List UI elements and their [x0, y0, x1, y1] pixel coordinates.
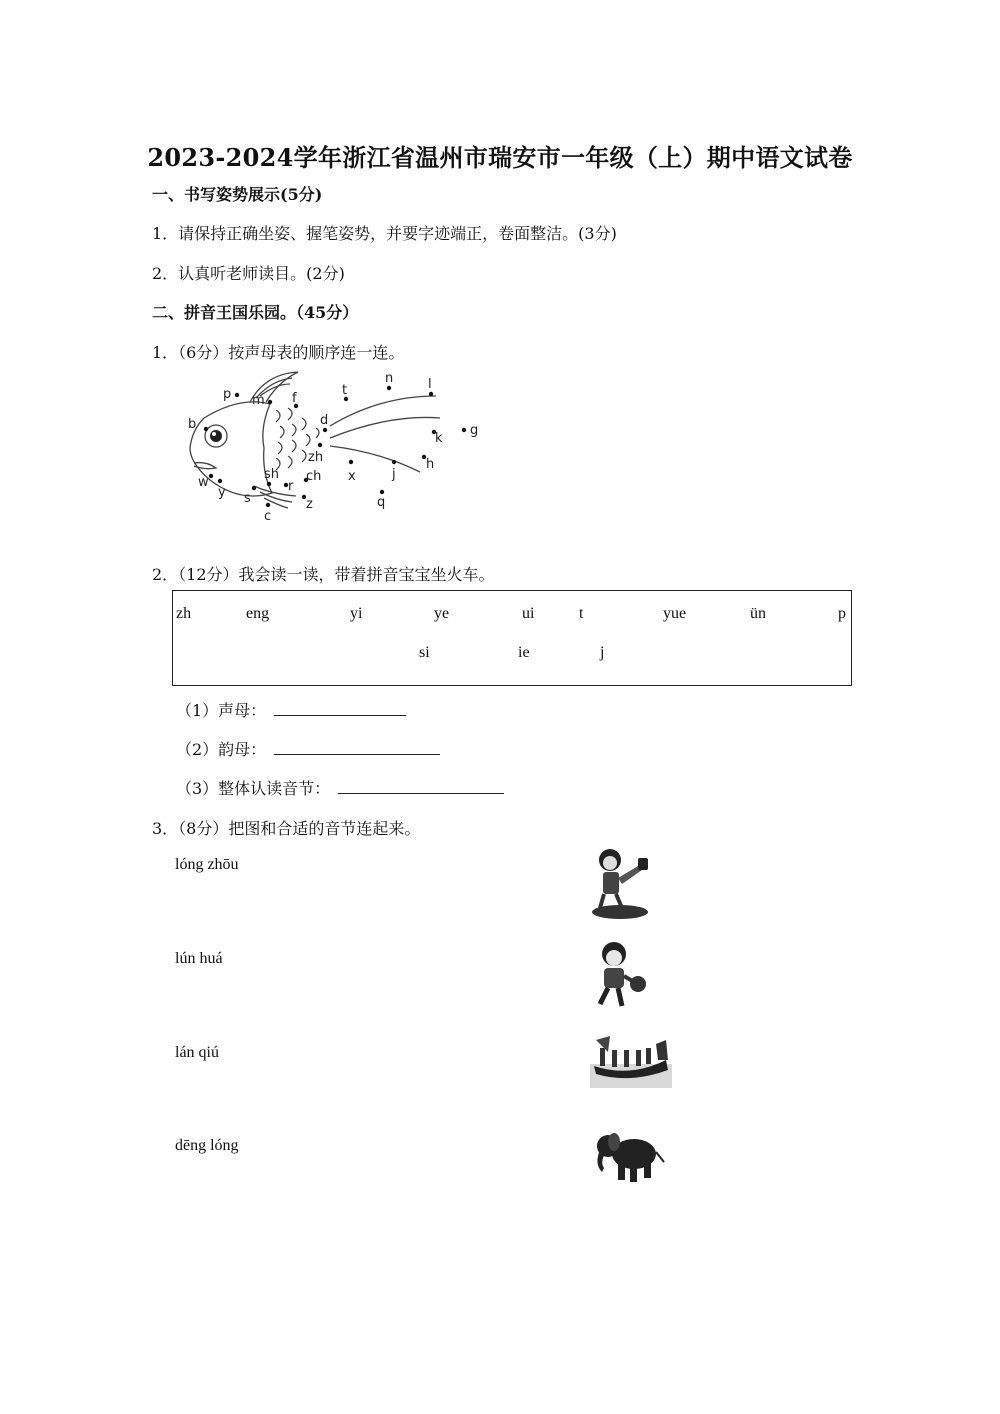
- section2-heading: 二、拼音王国乐园。（45分）: [152, 303, 359, 322]
- dragon-boat-picture: [590, 1030, 672, 1088]
- pinyin-item: yi: [350, 605, 363, 622]
- sub-question-finals-label: （2）韵母：: [176, 740, 267, 759]
- pinyin-item: zh: [176, 605, 192, 622]
- section1-question2: 2．认真听老师读目。(2分): [152, 264, 345, 283]
- syllable-label: lán qiú: [175, 1044, 219, 1061]
- fish-letter: s: [244, 491, 251, 506]
- pinyin-item: ui: [522, 605, 535, 622]
- pinyin-item: ün: [750, 605, 766, 622]
- pinyin-item: yue: [663, 605, 687, 622]
- pinyin-item: j: [600, 644, 605, 661]
- sub-question-whole-syllables-label: （3）整体认读音节：: [176, 779, 331, 798]
- pinyin-item: si: [419, 644, 430, 661]
- fish-letter: w: [198, 475, 209, 490]
- fish-letter: y: [218, 485, 226, 500]
- fish-letter: zh: [308, 450, 324, 465]
- pinyin-item: ye: [434, 605, 450, 622]
- section1-heading: 一、书写姿势展示(5分): [152, 185, 323, 204]
- syllable-label: lóng zhōu: [175, 856, 239, 873]
- fish-letter: z: [306, 497, 313, 512]
- pinyin-item: t: [579, 605, 584, 622]
- fish-letter: d: [320, 413, 329, 428]
- fish-letter: k: [435, 431, 443, 446]
- fish-letter: sh: [264, 467, 280, 482]
- finals-answer-blank[interactable]: [274, 740, 440, 755]
- sub-question-finals: [176, 737, 440, 760]
- fish-letter: ch: [306, 469, 322, 484]
- fish-letter: r: [288, 479, 294, 494]
- fish-letter: g: [470, 423, 479, 438]
- sub-question-whole-syllables: [176, 776, 504, 799]
- fish-letter: c: [264, 509, 272, 524]
- pinyin-train-box: [172, 590, 852, 686]
- elephant-picture: [590, 1124, 666, 1186]
- sub-question-initials: [176, 698, 406, 721]
- pinyin-item: eng: [246, 605, 270, 622]
- fish-letter: b: [188, 417, 197, 432]
- sub-question-initials-label: （1）声母：: [176, 701, 267, 720]
- pinyin-item: ie: [518, 644, 530, 661]
- initials-answer-blank[interactable]: [274, 701, 406, 716]
- pinyin-item: p: [838, 605, 846, 622]
- fish-letter: m: [252, 393, 265, 408]
- section2-question1: 1．（6分）按声母表的顺序连一连。: [152, 343, 405, 362]
- page-title: 2023-2024学年浙江省温州市瑞安市一年级（上）期中语文试卷: [147, 143, 853, 172]
- fish-letter: f: [292, 391, 297, 406]
- section1-question1: 1．请保持正确坐姿、握笔姿势，并要字迹端正，卷面整洁。(3分): [152, 224, 617, 243]
- fish-letter: t: [342, 383, 348, 398]
- boy-basketball-picture: [588, 938, 652, 1012]
- fish-letter: n: [385, 371, 394, 386]
- fish-letter: l: [428, 377, 432, 392]
- fish-letter: h: [426, 457, 435, 472]
- fish-letter: q: [377, 495, 386, 510]
- fish-letter: x: [348, 469, 356, 484]
- fish-letter: j: [392, 467, 396, 482]
- section2-question2: 2．（12分）我会读一读，带着拼音宝宝坐火车。: [152, 565, 495, 584]
- fish-letter: p: [223, 387, 232, 402]
- syllable-label: lún huá: [175, 950, 223, 967]
- section2-question3: 3．（8分）把图和合适的音节连起来。: [152, 819, 421, 838]
- fish-connect-dots-figure: [180, 368, 490, 528]
- girl-lantern-picture: [588, 844, 658, 922]
- syllable-label: dēng lóng: [175, 1137, 239, 1154]
- whole-syllables-answer-blank[interactable]: [338, 779, 504, 794]
